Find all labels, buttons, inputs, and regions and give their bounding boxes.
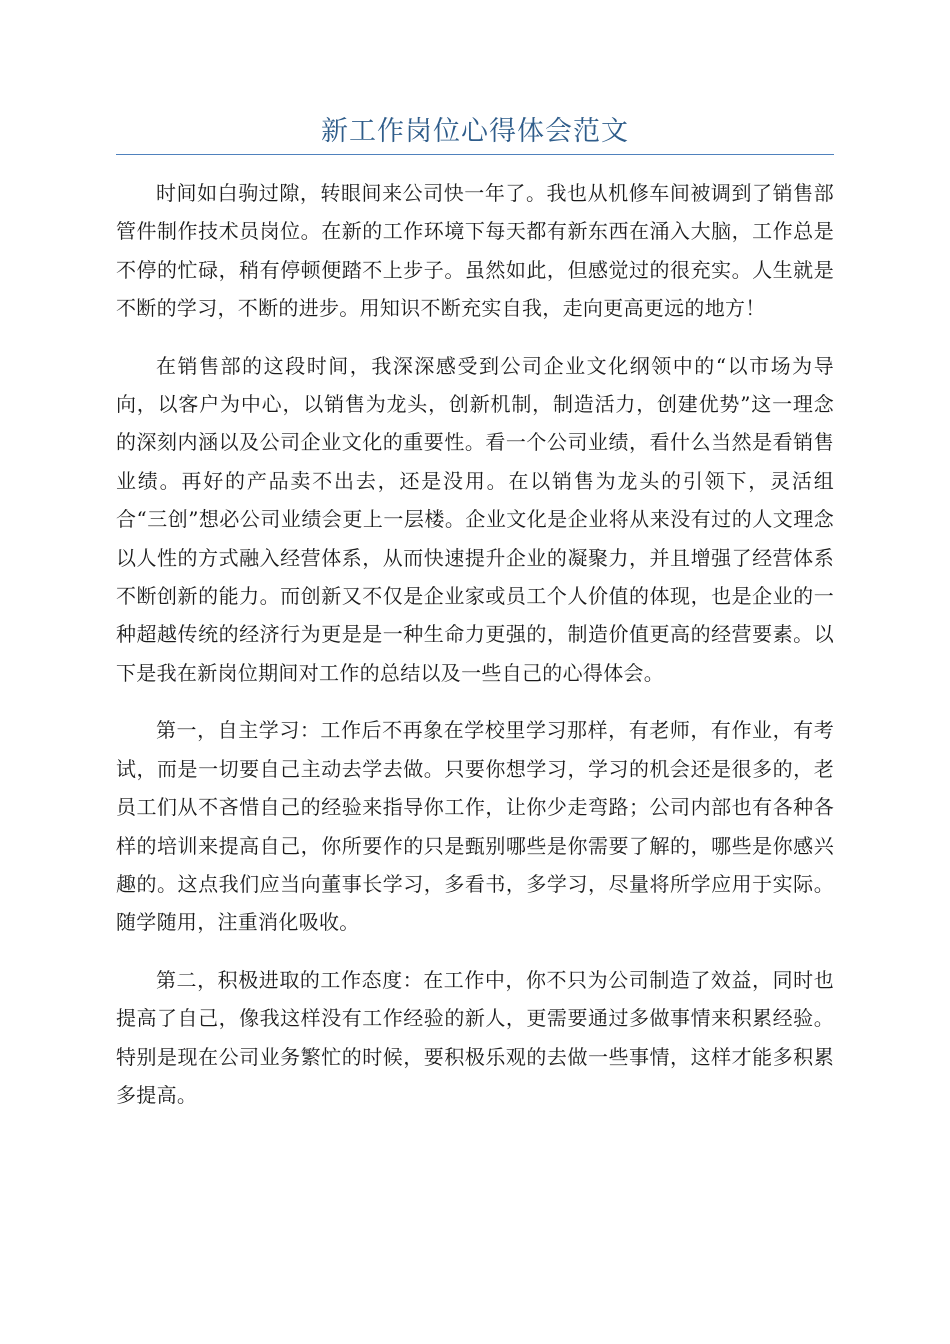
title-underline [116,154,834,155]
paragraph-4: 第二，积极进取的工作态度：在工作中，你不只为公司制造了效益，同时也提高了自己，像我这样没有工作经验的新人，更需要通过多做事情来积累经验。特别是现在公司业务繁忙的时候，要积极乐观的去做一些事情，这样才能多积累多提高。 [116,967,834,1107]
paragraph-2: 在销售部的这段时间，我深深感受到公司企业文化纲领中的“以市场为导向，以客户为中心，以销售为龙头，创新机制，制造活力，创建优势”这一理念的深刻内涵以及公司企业文化的重要性。看一个公司业绩，看什么当然是看销售业绩。再好的产品卖不出去，还是没用。在以销售为龙头的引领下，灵活组合“三创”想必公司业绩会更上一层楼。企业文化是企业将从来没有过的人文理念以人性的方式融入经营体系，从而快速提升企业的凝聚力，并且增强了经营体系不断创新的能力。而创新又不仅是企业家或员工个人价值的体现，也是企业的一种超越传统的经济行为更是是一种生命力更强的，制造价值更高的经营要素。以下是我在新岗位期间对工作的总结以及一些自己的心得体会。 [116,353,834,685]
paragraph-3: 第一，自主学习：工作后不再象在学校里学习那样，有老师，有作业，有考试，而是一切要自己主动去学去做。只要你想学习，学习的机会还是很多的，老员工们从不吝惜自己的经验来指导你工作，让你少走弯路；公司内部也有各种各样的培训来提高自己，你所要作的只是甄别哪些是你需要了解的，哪些是你感兴趣的。这点我们应当向董事长学习，多看书，多学习，尽量将所学应用于实际。随学随用，注重消化吸收。 [116,718,834,935]
paragraph-1: 时间如白驹过隙，转眼间来公司快一年了。我也从机修车间被调到了销售部管件制作技术员岗位。在新的工作环境下每天都有新东西在涌入大脑，工作总是不停的忙碌，稍有停顿便踏不上步子。虽然如此，但感觉过的很充实。人生就是不断的学习，不断的进步。用知识不断充实自我，走向更高更远的地方！ [116,181,834,321]
document-body [116,174,834,1133]
document-title: 新工作岗位心得体会范文 [321,116,629,147]
